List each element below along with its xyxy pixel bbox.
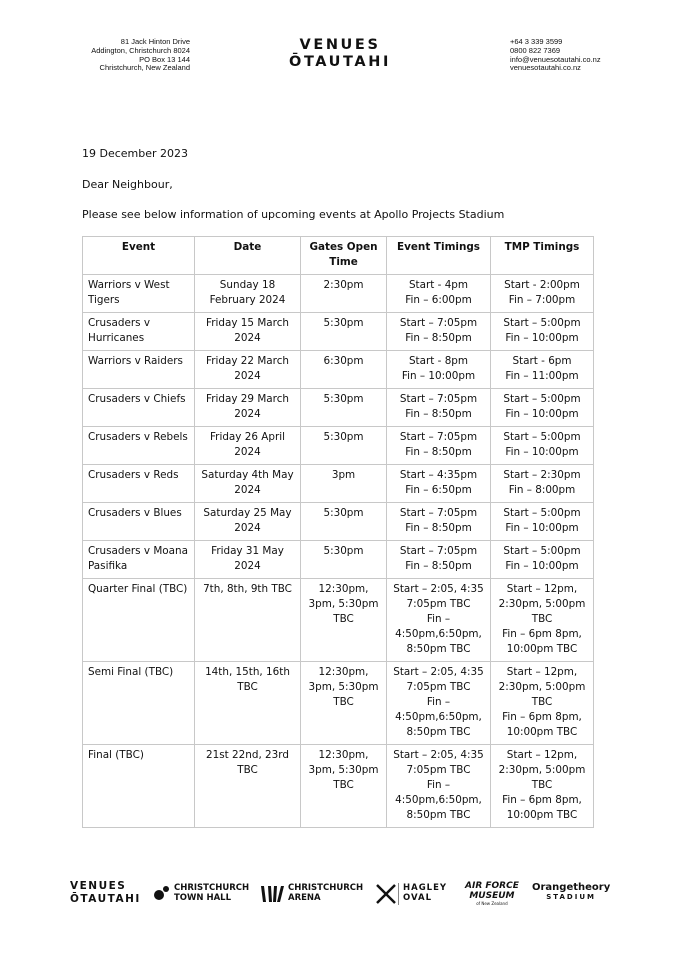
- venues-otautahi-logo: [286, 37, 394, 71]
- cell-date: Friday 15 March 2024: [195, 313, 301, 351]
- footer-hagley-line1: HAGLEY: [403, 883, 448, 893]
- cell-tmp-timings: Start – 12pm, 2:30pm, 5:00pm TBC Fin – 6pm 8pm, 10:00pm TBC: [491, 579, 594, 662]
- cell-event-timings: Start – 7:05pm Fin – 8:50pm: [387, 427, 491, 465]
- cell-event-timings: Start – 2:05, 4:35 7:05pm TBC Fin – 4:50pm,6:50pm, 8:50pm TBC: [387, 745, 491, 828]
- cell-event: Final (TBC): [83, 745, 195, 828]
- arena-icon: [260, 884, 286, 904]
- footer-museum-line2: MUSEUM: [469, 890, 515, 901]
- cell-event: Crusaders v Blues: [83, 503, 195, 541]
- contact-details: [510, 38, 601, 73]
- cell-event-timings: Start - 8pm Fin – 10:00pm: [387, 351, 491, 389]
- intro-paragraph: Please see below information of upcoming events at Apollo Projects Stadium: [82, 208, 505, 221]
- cell-tmp-timings: Start – 2:30pm Fin – 8:00pm: [491, 465, 594, 503]
- footer-venues-line1: VENUES: [70, 880, 127, 892]
- cell-gates-open: 5:30pm: [301, 313, 387, 351]
- table-row: [83, 579, 594, 662]
- footer-townhall-line1: CHRISTCHURCH: [174, 883, 250, 893]
- table-row: [83, 351, 594, 389]
- address-line: Addington, Christchurch 8024: [91, 45, 190, 55]
- table-row: [83, 465, 594, 503]
- cell-gates-open: 2:30pm: [301, 275, 387, 313]
- cell-gates-open: 6:30pm: [301, 351, 387, 389]
- cell-date: 21st 22nd, 23rd TBC: [195, 745, 301, 828]
- cell-gates-open: 12:30pm, 3pm, 5:30pm TBC: [301, 579, 387, 662]
- crossed-bats-icon: [375, 883, 399, 905]
- table-row: [83, 389, 594, 427]
- cell-tmp-timings: Start – 12pm, 2:30pm, 5:00pm TBC Fin – 6pm 8pm, 10:00pm TBC: [491, 662, 594, 745]
- header-date: Date: [195, 237, 301, 275]
- cell-event: Warriors v Raiders: [83, 351, 195, 389]
- cell-event: Crusaders v Reds: [83, 465, 195, 503]
- table-body: [83, 275, 594, 828]
- table-row: [83, 313, 594, 351]
- cell-date: Saturday 4th May 2024: [195, 465, 301, 503]
- cell-date: Friday 29 March 2024: [195, 389, 301, 427]
- cell-event: Warriors v West Tigers: [83, 275, 195, 313]
- cell-event-timings: Start – 2:05, 4:35 7:05pm TBC Fin – 4:50pm,6:50pm, 8:50pm TBC: [387, 579, 491, 662]
- footer-orange-line1: Orangetheory: [532, 882, 611, 893]
- footer-orangetheory-logo: [532, 882, 610, 902]
- header-event-timings: Event Timings: [387, 237, 491, 275]
- cell-gates-open: 12:30pm, 3pm, 5:30pm TBC: [301, 662, 387, 745]
- table-row: [83, 427, 594, 465]
- footer-townhall-line2: TOWN HALL: [174, 892, 231, 903]
- footer-arena-line1: CHRISTCHURCH: [288, 883, 364, 893]
- cell-event-timings: Start – 7:05pm Fin – 8:50pm: [387, 541, 491, 579]
- footer-hagley-logo: [375, 884, 447, 903]
- footer-museum-line3: of New Zealand: [476, 901, 508, 906]
- address-line: Christchurch, New Zealand: [99, 63, 190, 73]
- freephone-number: 0800 822 7369: [510, 45, 561, 55]
- table-row: [83, 275, 594, 313]
- header-gates-open: Gates Open Time: [301, 237, 387, 275]
- cell-event: Crusaders v Chiefs: [83, 389, 195, 427]
- header-tmp-timings: TMP Timings: [491, 237, 594, 275]
- cell-gates-open: 5:30pm: [301, 503, 387, 541]
- cell-gates-open: 5:30pm: [301, 389, 387, 427]
- cell-event: Quarter Final (TBC): [83, 579, 195, 662]
- cell-tmp-timings: Start – 5:00pm Fin – 10:00pm: [491, 313, 594, 351]
- cell-date: 14th, 15th, 16th TBC: [195, 662, 301, 745]
- footer-arena-logo: [260, 884, 363, 903]
- cell-tmp-timings: Start – 5:00pm Fin – 10:00pm: [491, 541, 594, 579]
- address-line: 81 Jack Hinton Drive: [120, 37, 190, 46]
- address-line: PO Box 13 144: [139, 54, 190, 64]
- cell-tmp-timings: Start - 6pm Fin – 11:00pm: [491, 351, 594, 389]
- footer-hagley-line2: OVAL: [403, 892, 432, 903]
- footer-logos: [70, 878, 615, 914]
- website[interactable]: venuesotautahi.co.nz: [510, 63, 581, 73]
- table-row: [83, 541, 594, 579]
- table-row: [83, 503, 594, 541]
- townhall-icon: [154, 885, 172, 902]
- footer-orange-line2: STADIUM: [546, 893, 596, 901]
- cell-event-timings: Start – 2:05, 4:35 7:05pm TBC Fin – 4:50pm,6:50pm, 8:50pm TBC: [387, 662, 491, 745]
- events-table: [82, 236, 594, 828]
- cell-tmp-timings: Start – 12pm, 2:30pm, 5:00pm TBC Fin – 6pm 8pm, 10:00pm TBC: [491, 745, 594, 828]
- cell-tmp-timings: Start – 5:00pm Fin – 10:00pm: [491, 389, 594, 427]
- cell-date: Saturday 25 May 2024: [195, 503, 301, 541]
- logo-line-2: ŌTAUTAHI: [289, 54, 391, 70]
- table-row: [83, 662, 594, 745]
- cell-tmp-timings: Start – 5:00pm Fin – 10:00pm: [491, 503, 594, 541]
- cell-event: Crusaders v Hurricanes: [83, 313, 195, 351]
- table-header-row: [83, 237, 594, 275]
- cell-date: Friday 22 March 2024: [195, 351, 301, 389]
- footer-arena-line2: ARENA: [288, 892, 321, 903]
- footer-venues-logo: [70, 880, 141, 906]
- salutation: Dear Neighbour,: [82, 178, 173, 191]
- footer-townhall-logo: [154, 884, 249, 903]
- sender-address: [84, 38, 190, 73]
- cell-event: Semi Final (TBC): [83, 662, 195, 745]
- letter-date: 19 December 2023: [82, 147, 189, 160]
- cell-gates-open: 12:30pm, 3pm, 5:30pm TBC: [301, 745, 387, 828]
- table-row: [83, 745, 594, 828]
- cell-gates-open: 5:30pm: [301, 427, 387, 465]
- cell-event-timings: Start – 7:05pm Fin – 8:50pm: [387, 389, 491, 427]
- cell-date: Sunday 18 February 2024: [195, 275, 301, 313]
- cell-event-timings: Start – 4:35pm Fin – 6:50pm: [387, 465, 491, 503]
- cell-event: Crusaders v Moana Pasifika: [83, 541, 195, 579]
- footer-museum-logo: [465, 882, 519, 906]
- email-address[interactable]: info@venuesotautahi.co.nz: [510, 54, 601, 64]
- footer-museum-line1: AIR FORCE: [465, 881, 519, 891]
- cell-gates-open: 5:30pm: [301, 541, 387, 579]
- cell-date: Friday 26 April 2024: [195, 427, 301, 465]
- cell-gates-open: 3pm: [301, 465, 387, 503]
- cell-event-timings: Start – 7:05pm Fin – 8:50pm: [387, 503, 491, 541]
- cell-event: Crusaders v Rebels: [83, 427, 195, 465]
- cell-date: Friday 31 May 2024: [195, 541, 301, 579]
- cell-date: 7th, 8th, 9th TBC: [195, 579, 301, 662]
- cell-event-timings: Start – 7:05pm Fin – 8:50pm: [387, 313, 491, 351]
- cell-tmp-timings: Start – 5:00pm Fin – 10:00pm: [491, 427, 594, 465]
- cell-event-timings: Start - 4pm Fin – 6:00pm: [387, 275, 491, 313]
- header-event: Event: [83, 237, 195, 275]
- logo-line-1: VENUES: [299, 37, 381, 53]
- cell-tmp-timings: Start - 2:00pm Fin – 7:00pm: [491, 275, 594, 313]
- footer-venues-line2: ŌTAUTAHI: [70, 893, 141, 905]
- phone-number: +64 3 339 3599: [510, 37, 563, 46]
